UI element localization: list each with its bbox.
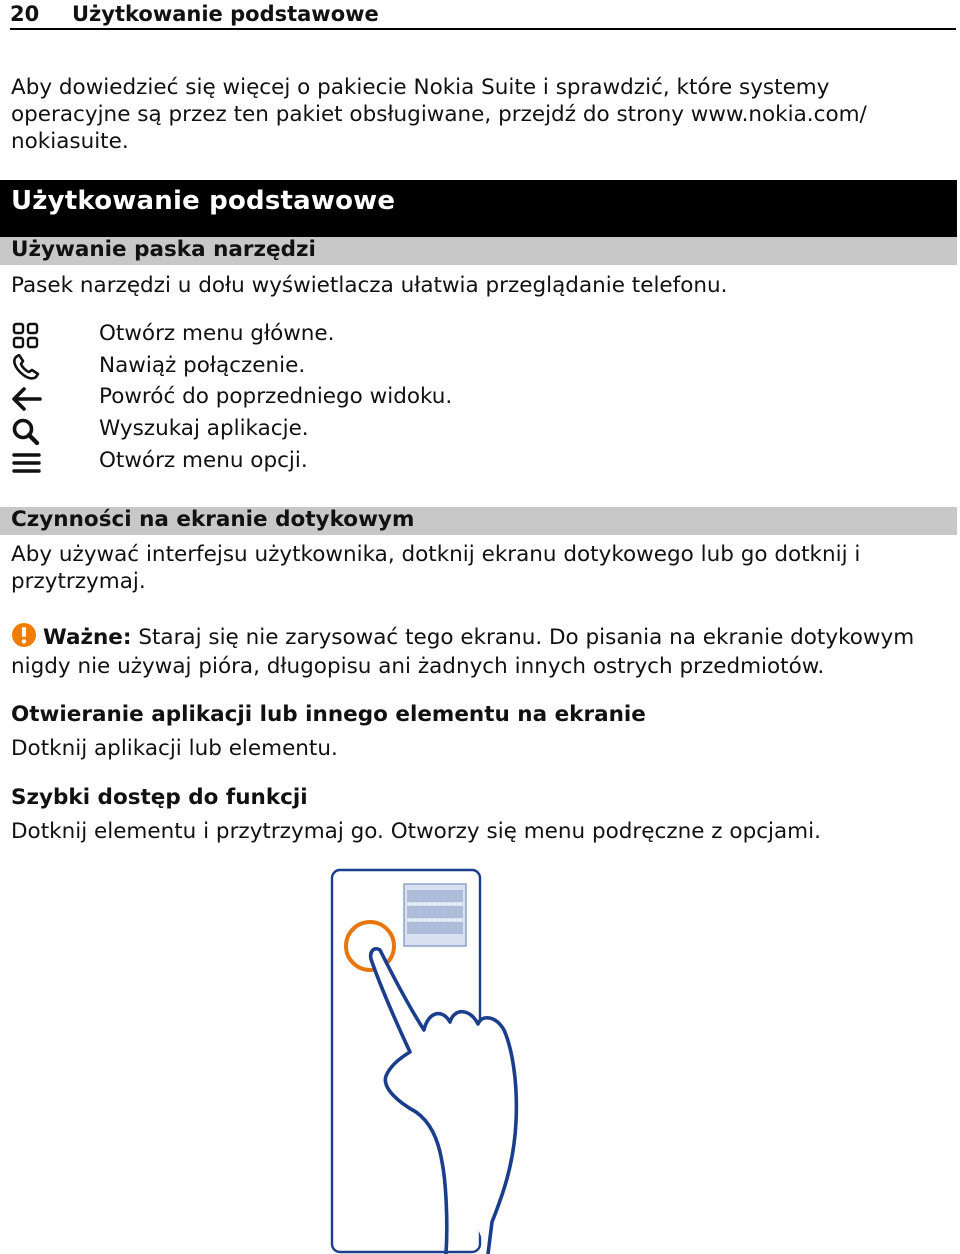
page-number: 20 [10,2,40,26]
important-text: Staraj się nie zarysować tego ekranu. Do pisania na ekranie dotykowym nigdy nie używaj pióra, długopisu ani żadnych innych ostrych przedmiotów. [11,625,915,679]
phone-icon [10,354,42,382]
toolbar-item-main-menu [0,320,600,352]
toolbar-item-label: Wyszukaj aplikacje. [99,416,309,441]
toolbar-item-label: Otwórz menu opcji. [99,448,308,473]
open-app-heading: Otwieranie aplikacji lub innego elementu na ekranie [11,702,646,727]
back-arrow-icon [10,385,42,413]
toolbar-item-label: Nawiąż połączenie. [99,353,306,378]
running-title: Użytkowanie podstawowe [72,2,379,26]
touch-heading: Czynności na ekranie dotykowym [11,507,415,532]
touch-hold-illustration [320,862,520,1254]
main-menu-icon [10,322,42,350]
intro-paragraph: Aby dowiedzieć się więcej o pakiecie Nokia Suite i sprawdzić, które systemy operacyjne są przez ten pakiet obsługiwane, przejdź do strony www.nokia.com/ nokiasuite. [11,75,867,154]
toolbar-item-options [0,447,600,479]
warning-icon [11,622,37,648]
quick-access-heading: Szybki dostęp do funkcji [11,785,308,810]
toolbar-heading-bar [0,237,957,265]
important-label: Ważne: [43,625,132,650]
search-icon [10,417,42,445]
options-menu-icon [10,449,42,477]
toolbar-item-back [0,383,600,415]
toolbar-item-label: Otwórz menu główne. [99,321,335,346]
touch-description: Aby używać interfejsu użytkownika, dotknij ekranu dotykowego lub go dotknij i przytrzymaj. [11,542,861,594]
toolbar-item-call [0,352,600,384]
page-header [10,0,956,30]
toolbar-item-label: Powróć do poprzedniego widoku. [99,384,453,409]
toolbar-item-search [0,415,600,447]
toolbar-description: Pasek narzędzi u dołu wyświetlacza ułatwia przeglądanie telefonu. [11,273,728,298]
quick-access-text: Dotknij elementu i przytrzymaj go. Otworzy się menu podręczne z opcjami. [11,819,821,844]
open-app-text: Dotknij aplikacji lub elementu. [11,736,338,761]
section-title: Użytkowanie podstawowe [11,186,396,216]
touch-heading-bar [0,507,957,535]
section-title-bar [0,180,957,237]
toolbar-heading: Używanie paska narzędzi [11,237,316,262]
important-note [11,622,951,681]
